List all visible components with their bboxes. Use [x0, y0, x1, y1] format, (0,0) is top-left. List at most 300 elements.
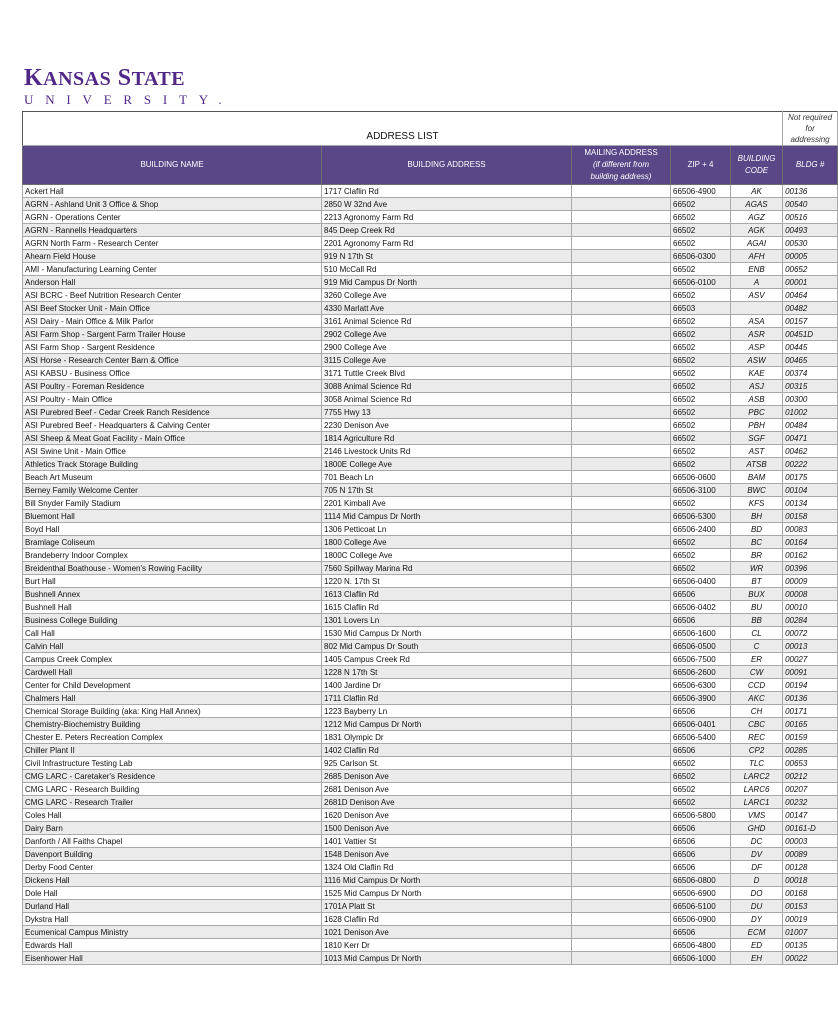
table-row	[23, 562, 838, 575]
cell-building-address: 2850 W 32nd Ave	[322, 198, 572, 211]
cell-building-code: LARC6	[731, 783, 783, 796]
cell-mailing-address	[572, 744, 671, 757]
cell-zip: 66506	[671, 822, 731, 835]
cell-zip: 66502	[671, 393, 731, 406]
cell-building-address: 1628 Claflin Rd	[322, 913, 572, 926]
cell-zip: 66506-6900	[671, 887, 731, 900]
cell-zip: 66502	[671, 198, 731, 211]
cell-mailing-address	[572, 588, 671, 601]
cell-bldg-number: 00010	[783, 601, 838, 614]
cell-building-name: Cardwell Hall	[23, 666, 322, 679]
cell-building-code: KAE	[731, 367, 783, 380]
cell-building-code: CCD	[731, 679, 783, 692]
table-row	[23, 497, 838, 510]
cell-building-name: Brandeberry Indoor Complex	[23, 549, 322, 562]
cell-building-name: Davenport Building	[23, 848, 322, 861]
cell-building-code: AGK	[731, 224, 783, 237]
cell-building-name: AGRN - Operations Center	[23, 211, 322, 224]
cell-building-address: 1800E College Ave	[322, 458, 572, 471]
cell-zip: 66502	[671, 289, 731, 302]
cell-bldg-number: 00471	[783, 432, 838, 445]
cell-zip: 66502	[671, 224, 731, 237]
cell-building-address: 4330 Marlatt Ave	[322, 302, 572, 315]
cell-building-name: Coles Hall	[23, 809, 322, 822]
cell-building-name: Dykstra Hall	[23, 913, 322, 926]
cell-mailing-address	[572, 302, 671, 315]
cell-building-name: Chester E. Peters Recreation Complex	[23, 731, 322, 744]
cell-bldg-number: 00001	[783, 276, 838, 289]
table-body	[23, 185, 838, 965]
table-row	[23, 601, 838, 614]
cell-building-address: 1324 Old Claflin Rd	[322, 861, 572, 874]
cell-mailing-address	[572, 250, 671, 263]
table-row	[23, 835, 838, 848]
cell-zip: 66506-3100	[671, 484, 731, 497]
cell-building-address: 1711 Claflin Rd	[322, 692, 572, 705]
cell-building-code: ER	[731, 653, 783, 666]
cell-mailing-address	[572, 419, 671, 432]
table-row	[23, 380, 838, 393]
cell-mailing-address	[572, 276, 671, 289]
cell-mailing-address	[572, 614, 671, 627]
cell-mailing-address	[572, 380, 671, 393]
cell-building-code: BR	[731, 549, 783, 562]
cell-building-address: 919 N 17th St	[322, 250, 572, 263]
cell-bldg-number: 00019	[783, 913, 838, 926]
cell-building-code: BD	[731, 523, 783, 536]
cell-zip: 66506-0401	[671, 718, 731, 731]
header-building-name: BUILDING NAME	[23, 146, 322, 185]
cell-mailing-address	[572, 926, 671, 939]
cell-building-address: 3260 College Ave	[322, 289, 572, 302]
cell-zip: 66502	[671, 796, 731, 809]
table-row	[23, 939, 838, 952]
cell-building-address: 701 Beach Ln	[322, 471, 572, 484]
table-row	[23, 406, 838, 419]
cell-mailing-address	[572, 445, 671, 458]
cell-mailing-address	[572, 705, 671, 718]
table-row	[23, 900, 838, 913]
cell-building-name: Athletics Track Storage Building	[23, 458, 322, 471]
table-row	[23, 796, 838, 809]
cell-building-code: DF	[731, 861, 783, 874]
cell-building-name: ASI Beef Stocker Unit - Main Office	[23, 302, 322, 315]
cell-zip: 66506-5400	[671, 731, 731, 744]
cell-building-address: 1114 Mid Campus Dr North	[322, 510, 572, 523]
table-row	[23, 822, 838, 835]
cell-zip: 66506-0500	[671, 640, 731, 653]
cell-building-name: ASI Poultry - Foreman Residence	[23, 380, 322, 393]
cell-bldg-number: 00018	[783, 874, 838, 887]
cell-building-name: Anderson Hall	[23, 276, 322, 289]
cell-bldg-number: 00652	[783, 263, 838, 276]
cell-zip: 66506-0400	[671, 575, 731, 588]
cell-bldg-number: 00161-D	[783, 822, 838, 835]
cell-bldg-number: 00194	[783, 679, 838, 692]
cell-zip: 66506-0100	[671, 276, 731, 289]
cell-bldg-number: 00164	[783, 536, 838, 549]
cell-building-name: Chiller Plant II	[23, 744, 322, 757]
cell-zip: 66502	[671, 562, 731, 575]
cell-building-address: 1401 Vattier St	[322, 835, 572, 848]
table-row	[23, 640, 838, 653]
cell-building-address: 1717 Claflin Rd	[322, 185, 572, 198]
cell-bldg-number: 00451D	[783, 328, 838, 341]
table-row	[23, 783, 838, 796]
cell-building-code: ENB	[731, 263, 783, 276]
cell-zip: 66502	[671, 770, 731, 783]
cell-building-code: AFH	[731, 250, 783, 263]
cell-bldg-number: 00153	[783, 900, 838, 913]
cell-building-name: Breidenthal Boathouse - Women's Rowing Facility	[23, 562, 322, 575]
cell-building-name: Bill Snyder Family Stadium	[23, 497, 322, 510]
cell-zip: 66506-7500	[671, 653, 731, 666]
table-row	[23, 341, 838, 354]
cell-building-address: 3171 Tuttle Creek Blvd	[322, 367, 572, 380]
cell-bldg-number: 00530	[783, 237, 838, 250]
cell-building-address: 2230 Denison Ave	[322, 419, 572, 432]
cell-building-code: D	[731, 874, 783, 887]
cell-building-address: 2902 College Ave	[322, 328, 572, 341]
cell-bldg-number: 00003	[783, 835, 838, 848]
table-row	[23, 198, 838, 211]
cell-mailing-address	[572, 601, 671, 614]
cell-building-name: Chemistry-Biochemistry Building	[23, 718, 322, 731]
cell-building-name: Call Hall	[23, 627, 322, 640]
cell-bldg-number: 00493	[783, 224, 838, 237]
cell-building-address: 1814 Agriculture Rd	[322, 432, 572, 445]
cell-zip: 66506-0900	[671, 913, 731, 926]
cell-building-name: Center for Child Development	[23, 679, 322, 692]
cell-building-code: ASB	[731, 393, 783, 406]
cell-building-code: CP2	[731, 744, 783, 757]
cell-mailing-address	[572, 666, 671, 679]
cell-bldg-number: 00232	[783, 796, 838, 809]
cell-zip: 66506-4900	[671, 185, 731, 198]
table-row	[23, 250, 838, 263]
cell-zip: 66502	[671, 497, 731, 510]
table-row	[23, 926, 838, 939]
cell-mailing-address	[572, 341, 671, 354]
table-row	[23, 354, 838, 367]
cell-zip: 66502	[671, 536, 731, 549]
table-row	[23, 653, 838, 666]
cell-bldg-number: 00134	[783, 497, 838, 510]
cell-building-code: ASA	[731, 315, 783, 328]
table-row	[23, 289, 838, 302]
cell-building-name: AGRN - Rannells Headquarters	[23, 224, 322, 237]
cell-building-address: 925 Carlson St.	[322, 757, 572, 770]
cell-mailing-address	[572, 627, 671, 640]
table-row	[23, 549, 838, 562]
cell-building-code: AGZ	[731, 211, 783, 224]
cell-building-code: BC	[731, 536, 783, 549]
cell-building-code	[731, 302, 783, 315]
table-row	[23, 666, 838, 679]
cell-building-code: BU	[731, 601, 783, 614]
cell-building-code: ED	[731, 939, 783, 952]
cell-building-name: Danforth / All Faiths Chapel	[23, 835, 322, 848]
cell-building-code: CL	[731, 627, 783, 640]
cell-mailing-address	[572, 757, 671, 770]
cell-building-code: ATSB	[731, 458, 783, 471]
cell-zip: 66506	[671, 744, 731, 757]
cell-building-code: C	[731, 640, 783, 653]
cell-building-code: DU	[731, 900, 783, 913]
cell-building-name: AGRN North Farm - Research Center	[23, 237, 322, 250]
cell-building-address: 1800 College Ave	[322, 536, 572, 549]
cell-zip: 66503	[671, 302, 731, 315]
cell-building-name: Bushnell Hall	[23, 601, 322, 614]
cell-building-code: ECM	[731, 926, 783, 939]
cell-building-name: ASI KABSU - Business Office	[23, 367, 322, 380]
logo-wordmark: KANSAS STATE	[24, 65, 186, 91]
cell-mailing-address	[572, 367, 671, 380]
cell-mailing-address	[572, 653, 671, 666]
table-row	[23, 861, 838, 874]
cell-building-code: ASP	[731, 341, 783, 354]
cell-bldg-number: 00008	[783, 588, 838, 601]
cell-zip: 66502	[671, 380, 731, 393]
cell-zip: 66506	[671, 705, 731, 718]
cell-mailing-address	[572, 835, 671, 848]
cell-zip: 66506-4800	[671, 939, 731, 952]
cell-bldg-number: 00285	[783, 744, 838, 757]
cell-building-address: 1620 Denison Ave	[322, 809, 572, 822]
cell-building-address: 1223 Bayberry Ln	[322, 705, 572, 718]
cell-zip: 66502	[671, 263, 731, 276]
cell-building-name: Campus Creek Complex	[23, 653, 322, 666]
cell-building-code: LARC2	[731, 770, 783, 783]
cell-mailing-address	[572, 536, 671, 549]
cell-mailing-address	[572, 731, 671, 744]
table-row	[23, 263, 838, 276]
cell-mailing-address	[572, 562, 671, 575]
cell-building-address: 2681 Denison Ave	[322, 783, 572, 796]
cell-zip: 66502	[671, 432, 731, 445]
cell-building-code: REC	[731, 731, 783, 744]
table-title: ADDRESS LIST	[23, 112, 783, 146]
cell-zip: 66506-1000	[671, 952, 731, 965]
cell-building-address: 2681D Denison Ave	[322, 796, 572, 809]
cell-mailing-address	[572, 575, 671, 588]
table-row	[23, 237, 838, 250]
cell-building-code: AKC	[731, 692, 783, 705]
cell-building-address: 1615 Claflin Rd	[322, 601, 572, 614]
cell-building-address: 1306 Petticoat Ln	[322, 523, 572, 536]
cell-zip: 66506	[671, 614, 731, 627]
table-row	[23, 432, 838, 445]
table-row	[23, 445, 838, 458]
cell-bldg-number: 00104	[783, 484, 838, 497]
cell-mailing-address	[572, 692, 671, 705]
table-row	[23, 328, 838, 341]
cell-building-address: 7755 Hwy 13	[322, 406, 572, 419]
cell-building-name: Bushnell Annex	[23, 588, 322, 601]
cell-mailing-address	[572, 458, 671, 471]
table-row	[23, 679, 838, 692]
cell-bldg-number: 00128	[783, 861, 838, 874]
cell-bldg-number: 00135	[783, 939, 838, 952]
cell-mailing-address	[572, 432, 671, 445]
cell-building-code: CH	[731, 705, 783, 718]
cell-bldg-number: 00175	[783, 471, 838, 484]
cell-building-code: SGF	[731, 432, 783, 445]
cell-bldg-number: 00516	[783, 211, 838, 224]
cell-zip: 66506-5300	[671, 510, 731, 523]
cell-building-address: 3161 Animal Science Rd	[322, 315, 572, 328]
cell-mailing-address	[572, 549, 671, 562]
cell-bldg-number: 00396	[783, 562, 838, 575]
cell-mailing-address	[572, 354, 671, 367]
cell-building-name: Durland Hall	[23, 900, 322, 913]
cell-zip: 66502	[671, 367, 731, 380]
cell-building-address: 1116 Mid Campus Dr North	[322, 874, 572, 887]
header-mailing-address: MAILING ADDRESS (if different from building address)	[572, 146, 671, 185]
cell-mailing-address	[572, 939, 671, 952]
table-row	[23, 575, 838, 588]
header-zip: ZIP + 4	[671, 146, 731, 185]
cell-mailing-address	[572, 224, 671, 237]
cell-building-address: 705 N 17th St	[322, 484, 572, 497]
cell-building-code: BT	[731, 575, 783, 588]
cell-building-code: AGAS	[731, 198, 783, 211]
table-row	[23, 471, 838, 484]
cell-building-code: DY	[731, 913, 783, 926]
cell-bldg-number: 00022	[783, 952, 838, 965]
cell-building-address: 1301 Lovers Ln	[322, 614, 572, 627]
cell-building-code: VMS	[731, 809, 783, 822]
cell-building-name: Chalmers Hall	[23, 692, 322, 705]
cell-building-name: ASI Farm Shop - Sargent Farm Trailer House	[23, 328, 322, 341]
cell-building-name: Ackert Hall	[23, 185, 322, 198]
cell-zip: 66506-0800	[671, 874, 731, 887]
cell-building-address: 1405 Campus Creek Rd	[322, 653, 572, 666]
cell-bldg-number: 00027	[783, 653, 838, 666]
cell-building-address: 1530 Mid Campus Dr North	[322, 627, 572, 640]
cell-bldg-number: 00157	[783, 315, 838, 328]
cell-building-address: 2213 Agronomy Farm Rd	[322, 211, 572, 224]
cell-building-name: Dairy Barn	[23, 822, 322, 835]
cell-bldg-number: 00445	[783, 341, 838, 354]
cell-building-name: Bramlage Coliseum	[23, 536, 322, 549]
cell-bldg-number: 00212	[783, 770, 838, 783]
cell-building-name: AGRN - Ashland Unit 3 Office & Shop	[23, 198, 322, 211]
table-row	[23, 731, 838, 744]
header-building-code: BUILDING CODE	[731, 146, 783, 185]
cell-building-name: Calvin Hall	[23, 640, 322, 653]
cell-bldg-number: 00653	[783, 757, 838, 770]
cell-zip: 66506-5100	[671, 900, 731, 913]
cell-mailing-address	[572, 484, 671, 497]
cell-mailing-address	[572, 848, 671, 861]
cell-building-name: Dickens Hall	[23, 874, 322, 887]
cell-building-code: ASJ	[731, 380, 783, 393]
cell-building-address: 510 McCall Rd	[322, 263, 572, 276]
cell-building-name: Chemical Storage Building (aka: King Hall Annex)	[23, 705, 322, 718]
cell-building-name: AMI - Manufacturing Learning Center	[23, 263, 322, 276]
cell-zip: 66506	[671, 861, 731, 874]
cell-zip: 66502	[671, 211, 731, 224]
cell-bldg-number: 00465	[783, 354, 838, 367]
table-row	[23, 874, 838, 887]
cell-building-address: 2900 College Ave	[322, 341, 572, 354]
cell-building-name: Derby Food Center	[23, 861, 322, 874]
cell-building-code: A	[731, 276, 783, 289]
cell-building-address: 2685 Denison Ave	[322, 770, 572, 783]
table-row	[23, 276, 838, 289]
cell-building-code: DC	[731, 835, 783, 848]
table-row	[23, 692, 838, 705]
cell-building-code: DV	[731, 848, 783, 861]
header-building-address: BUILDING ADDRESS	[322, 146, 572, 185]
table-row	[23, 185, 838, 198]
cell-mailing-address	[572, 900, 671, 913]
cell-zip: 66506-5800	[671, 809, 731, 822]
cell-building-name: ASI Horse - Research Center Barn & Office	[23, 354, 322, 367]
cell-building-address: 1013 Mid Campus Dr North	[322, 952, 572, 965]
cell-mailing-address	[572, 861, 671, 874]
table-row	[23, 848, 838, 861]
table-row	[23, 809, 838, 822]
cell-zip: 66502	[671, 458, 731, 471]
cell-building-address: 845 Deep Creek Rd	[322, 224, 572, 237]
table-row	[23, 510, 838, 523]
cell-bldg-number: 00005	[783, 250, 838, 263]
cell-zip: 66502	[671, 445, 731, 458]
table-row	[23, 367, 838, 380]
cell-mailing-address	[572, 198, 671, 211]
cell-mailing-address	[572, 328, 671, 341]
header-bldg-number: BLDG #	[783, 146, 838, 185]
cell-bldg-number: 00091	[783, 666, 838, 679]
cell-building-name: CMG LARC - Research Trailer	[23, 796, 322, 809]
cell-zip: 66502	[671, 328, 731, 341]
cell-building-address: 1701A Platt St	[322, 900, 572, 913]
cell-building-address: 1548 Denison Ave	[322, 848, 572, 861]
cell-building-address: 3058 Animal Science Rd	[322, 393, 572, 406]
cell-bldg-number: 00072	[783, 627, 838, 640]
cell-mailing-address	[572, 822, 671, 835]
kansas-state-logo	[24, 66, 233, 107]
cell-bldg-number: 00315	[783, 380, 838, 393]
cell-building-address: 1228 N 17th St	[322, 666, 572, 679]
cell-building-address: 1500 Denison Ave	[322, 822, 572, 835]
cell-bldg-number: 01002	[783, 406, 838, 419]
cell-zip: 66506	[671, 848, 731, 861]
cell-mailing-address	[572, 874, 671, 887]
table-row	[23, 523, 838, 536]
cell-building-address: 1021 Denison Ave	[322, 926, 572, 939]
cell-building-address: 2146 Livestock Units Rd	[322, 445, 572, 458]
cell-bldg-number: 00147	[783, 809, 838, 822]
cell-building-code: AST	[731, 445, 783, 458]
cell-building-address: 1800C College Ave	[322, 549, 572, 562]
cell-building-code: ASV	[731, 289, 783, 302]
cell-building-address: 2201 Agronomy Farm Rd	[322, 237, 572, 250]
cell-building-address: 1220 N. 17th St	[322, 575, 572, 588]
cell-zip: 66502	[671, 757, 731, 770]
cell-building-address: 802 Mid Campus Dr South	[322, 640, 572, 653]
cell-building-code: WR	[731, 562, 783, 575]
cell-building-code: DO	[731, 887, 783, 900]
cell-mailing-address	[572, 913, 671, 926]
cell-building-code: BH	[731, 510, 783, 523]
cell-zip: 66506	[671, 835, 731, 848]
cell-mailing-address	[572, 263, 671, 276]
cell-zip: 66502	[671, 354, 731, 367]
cell-zip: 66506-6300	[671, 679, 731, 692]
